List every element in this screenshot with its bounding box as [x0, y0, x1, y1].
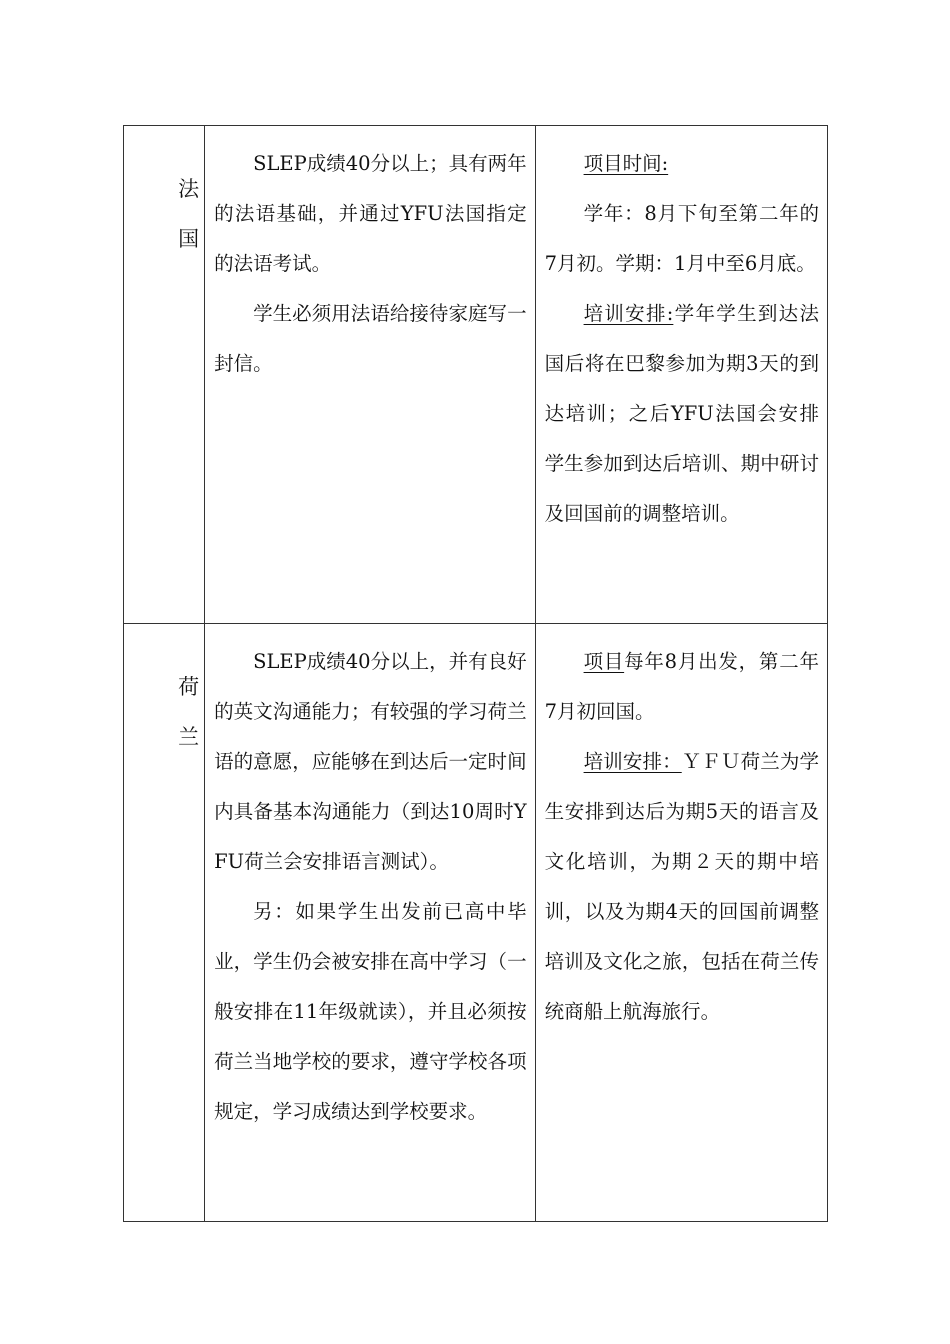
program-info-cell	[535, 624, 827, 1222]
info-label: 培训安排：	[583, 750, 682, 773]
requirement-paragraph: 另：如果学生出发前已高中毕业，学生仍会被安排在高中学习（一般安排在11年级就读），并且必须按荷兰当地学校的要求，遵守学校各项规定，学习成绩达到学校要求。	[214, 900, 527, 1123]
info-paragraph	[545, 289, 819, 539]
info-text: ＹＦＵ荷兰为学生安排到达后为期5天的语言及文化培训，为期２天的期中培训，以及为期4天的回国前调整培训及文化之旅，包括在荷兰传统商船上航海旅行。	[544, 750, 819, 1023]
country-name: 荷兰	[178, 675, 200, 749]
country-cell	[124, 624, 205, 1222]
info-paragraph	[545, 737, 819, 1037]
info-paragraph	[545, 139, 819, 189]
info-label: 培训安排:	[583, 302, 674, 325]
country-cell	[124, 126, 205, 624]
info-text: 学年学生到达法国后将在巴黎参加为期3天的到达培训；之后YFU法国会安排学生参加到达后培训、期中研讨及回国前的调整培训。	[544, 302, 819, 525]
requirement-paragraph: 学生必须用法语给接待家庭写一封信。	[214, 302, 527, 375]
program-info-cell	[535, 126, 827, 624]
requirements-cell	[205, 624, 535, 1222]
country-name: 法国	[178, 177, 200, 251]
requirements-cell	[205, 126, 535, 624]
info-paragraph	[545, 189, 819, 289]
info-label: 项目	[583, 650, 625, 673]
table-row-netherlands	[124, 624, 828, 1222]
info-text: 学年：8月下旬至第二年的7月初。学期：1月中至6月底。	[544, 202, 819, 275]
table-row-france	[124, 126, 828, 624]
info-text: 每年8月出发，第二年7月初回国。	[544, 650, 819, 723]
requirement-paragraph: SLEP成绩40分以上，并有良好的英文沟通能力；有较强的学习荷兰语的意愿，应能够在到达后一定时间内具备基本沟通能力（到达10周时YFU荷兰会安排语言测试）。	[214, 650, 527, 873]
requirement-paragraph: SLEP成绩40分以上；具有两年的法语基础，并通过YFU法国指定的法语考试。	[214, 152, 527, 275]
info-label: 项目时间:	[583, 152, 669, 175]
info-paragraph	[545, 637, 819, 737]
program-table	[123, 125, 828, 1222]
